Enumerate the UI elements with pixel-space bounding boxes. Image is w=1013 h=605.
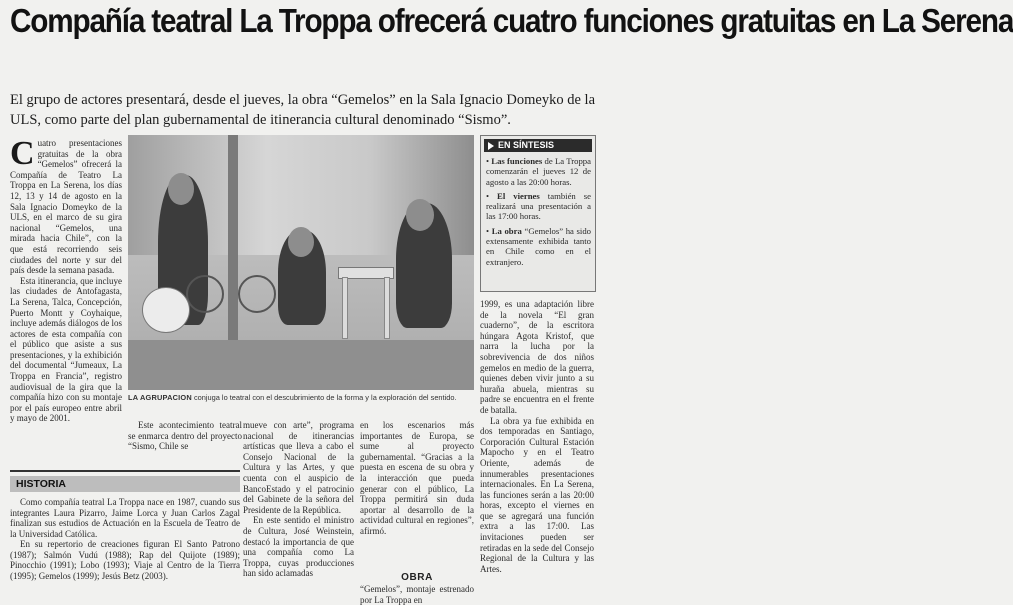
- prop-table-leg: [342, 277, 348, 339]
- photo-caption: [128, 393, 474, 403]
- prop-table-leg: [384, 277, 390, 339]
- summary-item-text: de La Troppa comenzarán el jueves 12 de agosto a las 20:00 horas.: [486, 156, 591, 187]
- drop-cap: C: [10, 135, 35, 172]
- photo-floor: [128, 340, 474, 390]
- body-paragraph: 1999, es una adaptación libre de la novela “El gran cuaderno”, de la escritora húngara Agota Kristof, que narra la lucha por la sobrevivencia de dos niños gemelos en medio de la guerra, quienes deben vivir junto a su huraña abuela, mientras su padre se encuentra en el frente de batalla.: [480, 299, 594, 415]
- body-paragraph: Este acontecimiento teatral se enmarca dentro del proyecto “Sismo, Chile se: [128, 420, 242, 452]
- body-paragraph: uatro presentaciones gratuitas de la obra “Gemelos” ofrecerá la Compañía de Teatro La Troppa en La Serena, los días 12, 13 y 14 de agosto en la Sala Ignacio Domeyko de la ULS, en el marco de su gira nacional “Gemelos, una mirada hacia Chile”, con la que está recorriendo seis ciudades del norte y sur del país desde la semana pasada.: [10, 138, 122, 276]
- article-headline: Compañía teatral La Troppa ofrecerá cuatro funciones gratuitas en La Serena: [10, 2, 1013, 39]
- history-box: [10, 470, 240, 596]
- body-paragraph: Esta itinerancia, que incluye las ciudades de Antofagasta, La Serena, Talca, Concepción, Puerto Montt y Coyhaique, incluye además diálogos de los actores de esta compañía con el público que asiste a sus presentaciones, y la exhibición del documental “Jumeaux, La Troppa en Francia”, registro audiovisual de la gira que la compañía hizo con su montaje por el país europeo entre abril y mayo de 2001.: [10, 275, 122, 424]
- body-paragraph: La obra ya fue exhibida en dos temporadas en Santiago, Corporación Cultural Estación Mapocho y en el Teatro Oriente, además de innumerables presentaciones internacionales. En La Serena, las funciones serán a las 20:00 horas, excepto el viernes en que se agregará una función extra a las 17:00. Las invitaciones pueden ser retiradas en la sede del Consejo Regional de la Cultura y las Artes.: [480, 415, 594, 574]
- obra-subheading: OBRA: [401, 572, 433, 583]
- history-box-body: [10, 497, 240, 581]
- summary-box-title: EN SÍNTESIS: [498, 140, 555, 150]
- article-photo: [128, 135, 474, 390]
- prop-mask: [142, 287, 190, 333]
- summary-item-text: “Gemelos” ha sido extensamente exhibida tanto en Chile como en el extranjero.: [486, 225, 592, 267]
- summary-item: [486, 226, 591, 267]
- caption-label: LA AGRUPACION: [128, 393, 192, 402]
- body-column-3: [243, 420, 354, 594]
- summary-box-header: [484, 139, 592, 152]
- summary-item: [486, 191, 591, 222]
- body-column-5: [360, 420, 474, 570]
- history-paragraph: En su repertorio de creaciones figuran El Santo Patrono (1987); Salmón Vudú (1988); Rap del Quijote (1989); Pinocchio (1991); Lobo (1993); Viaje al Centro de la Tierra (1995); Gemelos (1999); Jesús Betz (2003).: [10, 539, 240, 581]
- triangle-icon: [488, 142, 494, 150]
- caption-text: conjuga lo teatral con el descubrimiento de la forma y la exploración del sentido.: [193, 393, 457, 402]
- summary-item-label: • El viernes: [486, 191, 540, 201]
- article-lead: El grupo de actores presentará, desde el jueves, la obra “Gemelos” en la Sala Ignacio Domeyko de la ULS, como parte del plan gubernamental de itinerancia cultural denominado “Sismo”.: [10, 92, 595, 128]
- history-box-title: HISTORIA: [10, 476, 240, 492]
- body-paragraph: en los escenarios más importantes de Europa, se sume al proyecto gubernamental. “Gracias a la puesta en escena de su obra y la interacción que pueda generar con el público, La Troppa permitirá sin duda aportar al desarrollo de la actividad cultural en regiones”, afirmó.: [360, 420, 474, 536]
- body-column-2: [128, 420, 242, 470]
- obra-paragraph: “Gemelos”, montaje estrenado por La Troppa en: [360, 584, 474, 605]
- summary-box: [480, 135, 596, 292]
- actor-face-left: [168, 173, 194, 205]
- body-paragraph: En este sentido el ministro de Cultura, José Weinstein, destacó la importancia de que una compañía como La Troppa, cuyas producciones han sido aclamadas: [243, 515, 354, 579]
- history-paragraph: Como compañía teatral La Troppa nace en 1987, cuando sus integrantes Laura Pizarro, Jaime Lorca y Juan Carlos Zagal finalizan sus estudios de Actuación en la Escuela de Teatro de la Universidad Católica.: [10, 497, 240, 539]
- body-column-4: [480, 299, 594, 594]
- prop-bicycle-wheel: [186, 275, 224, 313]
- summary-item-text: también se realizará una presentación a las 17:00 horas.: [486, 190, 592, 222]
- summary-item-label: • La obra: [486, 226, 522, 236]
- body-column-1: [10, 135, 122, 464]
- actor-face-center: [288, 227, 314, 257]
- summary-item-label: • Las funciones: [486, 156, 542, 166]
- prop-bicycle-wheel: [238, 275, 276, 313]
- actor-face-right: [406, 199, 434, 231]
- body-paragraph: mueve con arte”, programa nacional de itinerancias artísticas que lleva a cabo el Consejo Nacional de la Cultura y las Artes, y que cuenta con el auspicio de BancoEstado y el patrocinio del Gabinete de la señora del Presidente de la República.: [243, 420, 354, 515]
- summary-item: [486, 156, 591, 187]
